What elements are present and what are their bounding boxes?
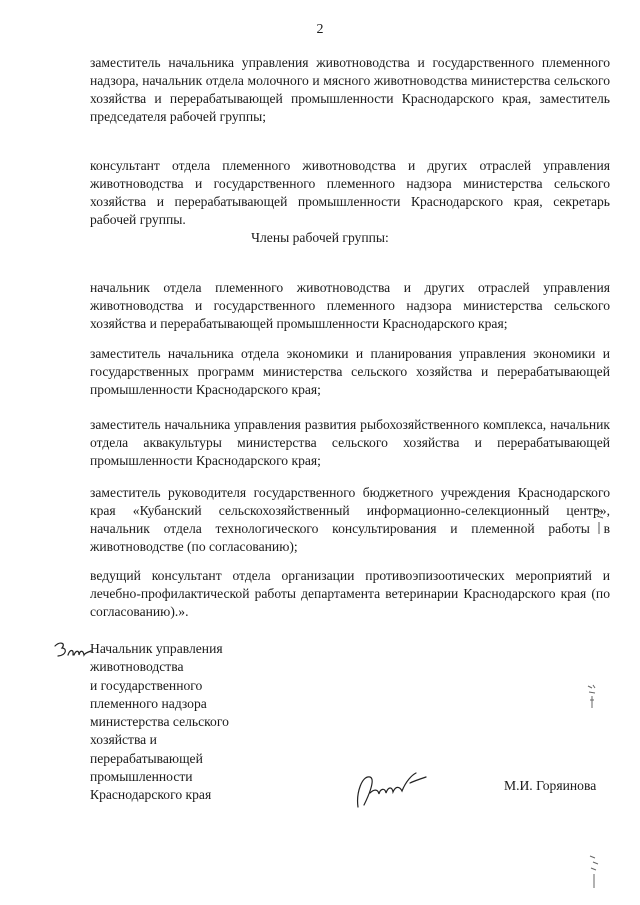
signer-name: М.И. Горяинова	[504, 778, 597, 793]
paragraph-deputy-chair: заместитель начальника управления животноводства и государственного племенного надзора, начальник отдела молочного и мясного животноводства министерства сельского хозяйства и перерабатывающей промышленности Краснодарского края, заместитель председателя рабочей группы;	[90, 54, 610, 124]
signature-title-line: племенного надзора	[90, 695, 207, 711]
margin-mark	[584, 682, 600, 712]
signature-title-line: министерства сельского	[90, 714, 229, 730]
handwritten-signature	[352, 763, 432, 813]
margin-mark	[586, 852, 602, 892]
margin-mark	[592, 506, 606, 538]
signature-title-line: хозяйства и	[90, 732, 157, 748]
handwritten-prefix	[52, 640, 92, 662]
signature-title-block	[90, 640, 229, 805]
page-number: 2	[316, 22, 324, 37]
member-item: заместитель начальника управления развития рыбохозяйственного комплекса, начальник отдела аквакультуры министерства сельского хозяйства и перерабатывающей промышленности Краснодарского края;	[90, 416, 610, 468]
member-item: начальник отдела племенного животноводства и других отраслей управления животноводства и государственного племенного надзора министерства сельского хозяйства и перерабатывающей промышленности Краснодарского края;	[90, 279, 610, 331]
members-heading: Члены рабочей группы:	[251, 230, 389, 245]
member-item: ведущий консультант отдела организации противоэпизоотических мероприятий и лечебно-профилактической работы департамента ветеринарии Краснодарского края (по согласованию).».	[90, 567, 610, 619]
signature-title-line: перерабатывающей	[90, 750, 203, 766]
signature-title-line: Начальник управления	[90, 641, 223, 656]
signature-title-line: Краснодарского края	[90, 787, 212, 803]
signature-title-line: промышленности	[90, 769, 193, 785]
paragraph-secretary: консультант отдела племенного животноводства и других отраслей управления животноводства и государственного племенного надзора министерства сельского хозяйства и перерабатывающей промышленности Краснодарского края, секретарь рабочей группы.	[90, 157, 610, 227]
member-item: заместитель руководителя государственного бюджетного учреждения Краснодарского края «Кубанский сельскохозяйственный информационно-селекционный центр», начальник отдела технологического консультирования и племенной работы в животноводстве (по согласованию);	[90, 484, 610, 554]
signature-title-line: животноводства	[90, 659, 184, 675]
member-item: заместитель начальника отдела экономики и планирования управления экономики и государственных программ министерства сельского хозяйства и перерабатывающей промышленности Краснодарского края;	[90, 345, 610, 397]
signature-title-line: и государственного	[90, 677, 203, 693]
